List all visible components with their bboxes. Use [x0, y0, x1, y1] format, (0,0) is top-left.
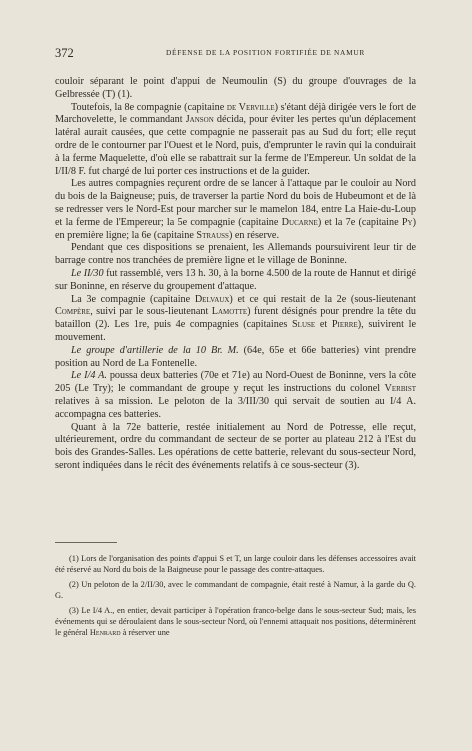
body-text: [55, 76, 416, 473]
paragraph-3: [55, 178, 416, 242]
text-span: et: [315, 319, 332, 331]
footnote-1: (1) Lors de l'organisation des points d'appui S et T, un large couloir dans les défenses accessoires avait été réservé au Nord du bois de la Baigneuse pour le passage des contre-attaques.: [55, 554, 416, 575]
text-span: ) et ce qui restait de la 2e (sous-lieutenant: [229, 293, 416, 305]
text-span: fut rassemblé, vers 13 h. 30, à la borne 4.500 de la route de Hannut et dirigé sur Boninne, en réserve du groupement d'attaque.: [55, 267, 416, 292]
text-span: ) furent désignés pour prendre la tête du bataillon (2). Les 1re, puis 4e compagnies (capitaines: [55, 306, 416, 331]
paragraph-8: [55, 370, 416, 421]
text-span: Toutefois, la 8e compagnie (capitaine: [71, 101, 227, 113]
text-span: ) en première ligne; la 6e (capitaine: [55, 216, 416, 241]
text-span: , suivi par le sous-lieutenant: [90, 306, 212, 318]
person-name: Delvaux: [194, 293, 230, 305]
person-name: Lamotte: [211, 306, 248, 318]
page-number: 372: [55, 46, 74, 60]
person-name: Henrard: [89, 628, 121, 638]
footnote-3: [55, 605, 416, 639]
text-span: décida, pour éviter les pertes qu'un déplacement latéral aurait causées, que cette compagnie ne passerait pas au Sud du fort; elle reçut ordre de le contourner par l'Ouest et le Nord, puis, d'emprunter le ravin qui la conduirait à la ferme Maquelette, d'où elle se rabattrait sur la ferme de l'Empereur. Un soldat de la I/II/8 F. fut chargé de lui porter ces instructions et de la guider.: [55, 114, 416, 177]
paragraph-9: Quant à la 72e batterie, restée initialement au Nord de Potresse, elle reçut, ultérieurement, ordre du commandant de secteur de se porter au plateau 212 à l'Est du bois des Grandes-Salles. Les opérations de cette batterie, relevant du sous-secteur Nord, seront indiquées dans le récit des événements relatifs à ce sous-secteur (3).: [55, 421, 416, 471]
unit-name: Le II/30: [71, 267, 104, 279]
paragraph-7: [55, 345, 416, 371]
text-span: ) et la 7e (capitaine: [317, 216, 402, 228]
footnotes: [55, 553, 416, 642]
person-name: Pierre: [331, 319, 358, 331]
paragraph-5: [55, 268, 416, 294]
footnote-2: (2) Un peloton de la 2/II/30, avec le commandant de compagnie, était resté à Namur, à la garde du Q. G.: [55, 579, 416, 601]
person-name: Strauss: [196, 229, 229, 241]
unit-name: Le I/4 A.: [71, 370, 107, 382]
text-span: Les autres compagnies reçurent ordre de se lancer à l'attaque par le couloir au Nord du bois de la Baigneuse; puis, de traverser la partie Nord du bois de Hubeumont et de là se redresser vers le Nord-Est pour marcher sur le mamelon 184, entre La Haie-du-Loup et la ferme de l'Empereur; la 5e compagnie (capitaine: [55, 178, 416, 228]
person-name: Compère: [55, 306, 91, 318]
text-span: relatives à sa mission. Le peloton de la 3/III/30 qui servait de soutien au I/4 A. accompagna ces batteries.: [55, 395, 416, 420]
person-name: Ducarne: [281, 216, 318, 228]
paragraph-2: [55, 102, 416, 179]
paragraph-6: [55, 294, 416, 345]
unit-name: Le groupe d'artillerie de la 10 Br. M.: [71, 344, 239, 356]
page-header: [55, 46, 416, 60]
text-span: à réserver une: [120, 628, 170, 638]
paragraph-1: couloir séparant le point d'appui de Neumoulin (S) du groupe d'ouvrages de la Gelbressée (T) (1).: [55, 76, 416, 100]
text-span: ) s'étant déjà dirigée vers le fort de Marchovelette, le commandant: [55, 101, 416, 126]
paragraph-4: Pendant que ces dispositions se prenaient, les Allemands poursuivirent leur tir de barrage contre nos tranchées de première ligne et le village de Boninne.: [55, 242, 416, 267]
text-span: (3) Le I/4 A., en entier, devait participer à l'opération franco-belge dans le sous-secteur Sud; mais, les événements qui se déroulaient dans le sous-secteur Nord, où l'ennemi attaquait nos positions, déterminèrent le général: [55, 605, 416, 638]
person-name: Verbist: [384, 383, 416, 395]
person-name: Py: [401, 216, 413, 228]
footnote-divider: [55, 542, 117, 543]
text-span: poussa deux batteries (70e et 71e) au Nord-Ouest de Boninne, vers la côte 205 (Le Try); le commandant de groupe y reçut les instructions du colonel: [55, 370, 416, 395]
text-span: ), suivirent le mouvement.: [55, 319, 416, 343]
text-span: (64e, 65e et 66e batteries) vint prendre position au Nord de La Fontenelle.: [55, 344, 416, 369]
person-name: de Verville: [226, 101, 275, 113]
person-name: Sluse: [292, 319, 316, 331]
text-span: ) en réserve.: [228, 229, 279, 241]
person-name: Janson: [185, 114, 214, 126]
running-head: DÉFENSE DE LA POSITION FORTIFIÉE DE NAMUR: [165, 48, 366, 57]
text-span: La 3e compagnie (capitaine: [71, 293, 195, 305]
